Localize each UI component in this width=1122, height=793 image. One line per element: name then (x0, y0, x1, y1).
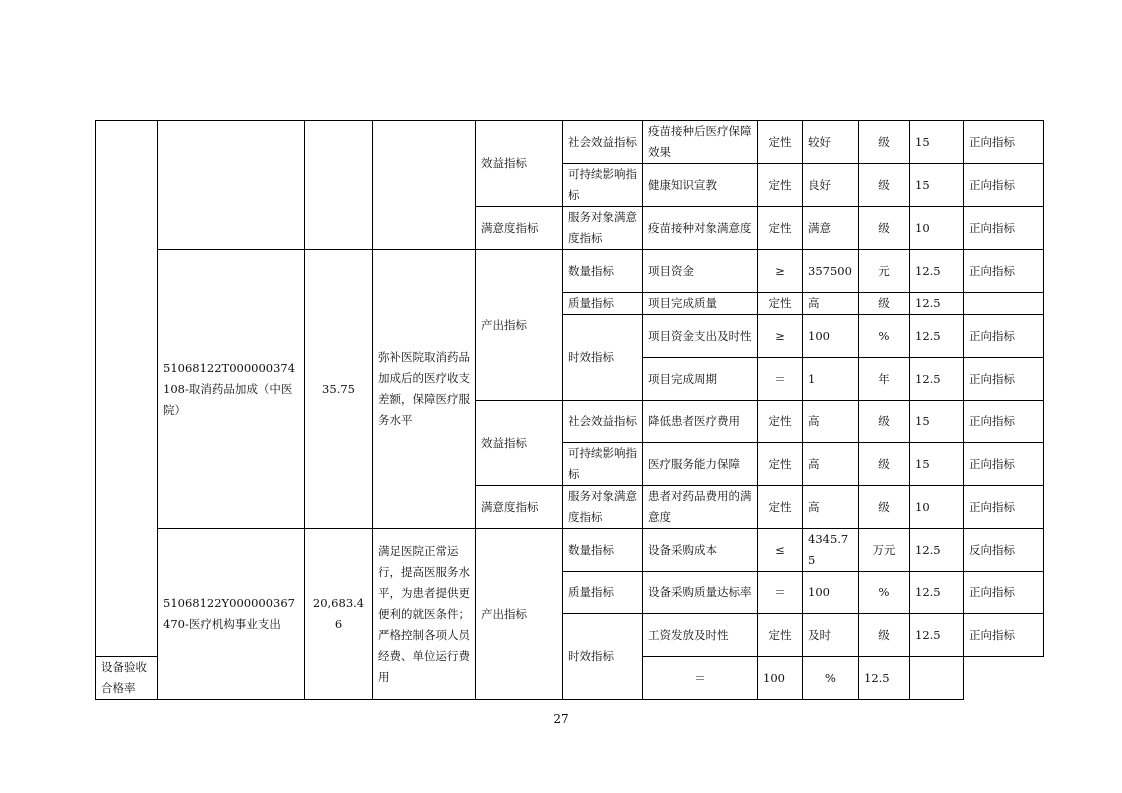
operator: 定性 (758, 121, 803, 164)
level2-indicator: 可持续影响指标 (563, 443, 643, 486)
level2-indicator: 质量指标 (563, 572, 643, 614)
direction: 正向指标 (964, 572, 1044, 614)
direction: 正向指标 (964, 486, 1044, 529)
page-number: 27 (553, 712, 569, 726)
target-value: 高 (803, 443, 859, 486)
weight: 12.5 (910, 250, 964, 293)
project-goal-cell: 弥补医院取消药品加成后的医疗收支差额，保障医疗服务水平 (373, 250, 476, 529)
unit: 级 (859, 443, 910, 486)
level1-indicator: 产出指标 (476, 529, 563, 700)
unit: % (859, 315, 910, 358)
unit: 元 (859, 250, 910, 293)
level3-indicator: 疫苗接种对象满意度 (643, 207, 758, 250)
level2-indicator: 数量指标 (563, 250, 643, 293)
target-value: 高 (803, 293, 859, 315)
unit: 级 (859, 614, 910, 657)
unit: 级 (859, 121, 910, 164)
level2-indicator: 服务对象满意度指标 (563, 486, 643, 529)
unit: 级 (859, 164, 910, 207)
direction: 正向指标 (964, 401, 1044, 443)
direction (964, 293, 1044, 315)
target-value: 357500 (803, 250, 859, 293)
direction: 反向指标 (964, 529, 1044, 572)
table-row (96, 529, 1044, 572)
target-value: 满意 (803, 207, 859, 250)
weight: 12.5 (910, 572, 964, 614)
project-amount-cell (305, 121, 373, 250)
level3-indicator: 项目完成周期 (643, 358, 758, 401)
weight: 10 (910, 486, 964, 529)
level3-indicator: 健康知识宣教 (643, 164, 758, 207)
operator: 定性 (758, 164, 803, 207)
weight: 12.5 (910, 293, 964, 315)
direction (910, 657, 964, 700)
level3-indicator: 项目完成质量 (643, 293, 758, 315)
weight: 12.5 (910, 315, 964, 358)
operator: 定性 (758, 443, 803, 486)
direction: 正向指标 (964, 443, 1044, 486)
target-value: 良好 (803, 164, 859, 207)
weight: 15 (910, 164, 964, 207)
level3-indicator: 项目资金支出及时性 (643, 315, 758, 358)
operator: 定性 (758, 207, 803, 250)
project-goal-cell (373, 121, 476, 250)
target-value: 高 (803, 486, 859, 529)
operator: 定性 (758, 614, 803, 657)
operator: ＝ (643, 657, 758, 700)
target-value: 100 (803, 315, 859, 358)
operator: ＝ (758, 358, 803, 401)
level3-indicator: 医疗服务能力保障 (643, 443, 758, 486)
unit: 级 (859, 207, 910, 250)
target-value: 较好 (803, 121, 859, 164)
level2-indicator: 时效指标 (563, 614, 643, 700)
unit: 级 (859, 486, 910, 529)
target-value: 100 (758, 657, 803, 700)
level3-indicator: 设备采购质量达标率 (643, 572, 758, 614)
level2-indicator: 时效指标 (563, 315, 643, 401)
level3-indicator: 疫苗接种后医疗保障效果 (643, 121, 758, 164)
direction: 正向指标 (964, 121, 1044, 164)
direction: 正向指标 (964, 164, 1044, 207)
operator: ≥ (758, 250, 803, 293)
level1-indicator: 满意度指标 (476, 486, 563, 529)
table-row (96, 250, 1044, 293)
project-amount-cell: 35.75 (305, 250, 373, 529)
project-goal-cell: 满足医院正常运行，提高医服务水平，为患者提供更便利的就医条件；严格控制各项人员经费、单位运行费用 (373, 529, 476, 700)
weight: 12.5 (910, 358, 964, 401)
level3-indicator: 工资发放及时性 (643, 614, 758, 657)
level3-indicator: 设备验收合格率 (96, 657, 158, 700)
level2-indicator: 质量指标 (563, 293, 643, 315)
level2-indicator: 社会效益指标 (563, 121, 643, 164)
unit: % (859, 572, 910, 614)
unit: 年 (859, 358, 910, 401)
performance-indicator-table (95, 120, 1044, 700)
level3-indicator: 项目资金 (643, 250, 758, 293)
weight: 15 (910, 121, 964, 164)
direction: 正向指标 (964, 315, 1044, 358)
weight: 15 (910, 401, 964, 443)
level3-indicator: 设备采购成本 (643, 529, 758, 572)
level3-indicator: 降低患者医疗费用 (643, 401, 758, 443)
unit: % (803, 657, 859, 700)
weight: 12.5 (859, 657, 910, 700)
level2-indicator: 社会效益指标 (563, 401, 643, 443)
target-value: 100 (803, 572, 859, 614)
level2-indicator: 服务对象满意度指标 (563, 207, 643, 250)
operator: ＝ (758, 572, 803, 614)
level1-indicator: 产出指标 (476, 250, 563, 401)
target-value: 及时 (803, 614, 859, 657)
level2-indicator: 可持续影响指标 (563, 164, 643, 207)
level2-indicator: 数量指标 (563, 529, 643, 572)
project-name-cell (158, 121, 305, 250)
direction: 正向指标 (964, 614, 1044, 657)
project-name-cell: 51068122Y000000367470-医疗机构事业支出 (158, 529, 305, 700)
level1-indicator: 效益指标 (476, 121, 563, 207)
unit: 万元 (859, 529, 910, 572)
blank-left-column (96, 121, 158, 657)
weight: 12.5 (910, 614, 964, 657)
weight: 10 (910, 207, 964, 250)
unit: 级 (859, 293, 910, 315)
weight: 15 (910, 443, 964, 486)
target-value: 高 (803, 401, 859, 443)
operator: 定性 (758, 401, 803, 443)
level1-indicator: 满意度指标 (476, 207, 563, 250)
direction: 正向指标 (964, 358, 1044, 401)
direction: 正向指标 (964, 250, 1044, 293)
level1-indicator: 效益指标 (476, 401, 563, 486)
operator: ≤ (758, 529, 803, 572)
direction: 正向指标 (964, 207, 1044, 250)
level3-indicator: 患者对药品费用的满意度 (643, 486, 758, 529)
weight: 12.5 (910, 529, 964, 572)
target-value: 1 (803, 358, 859, 401)
operator: ≥ (758, 315, 803, 358)
unit: 级 (859, 401, 910, 443)
project-amount-cell: 20,683.46 (305, 529, 373, 700)
project-name-cell: 51068122T000000374108-取消药品加成（中医院） (158, 250, 305, 529)
operator: 定性 (758, 486, 803, 529)
operator: 定性 (758, 293, 803, 315)
target-value: 4345.75 (803, 529, 859, 572)
table-row (96, 121, 1044, 164)
